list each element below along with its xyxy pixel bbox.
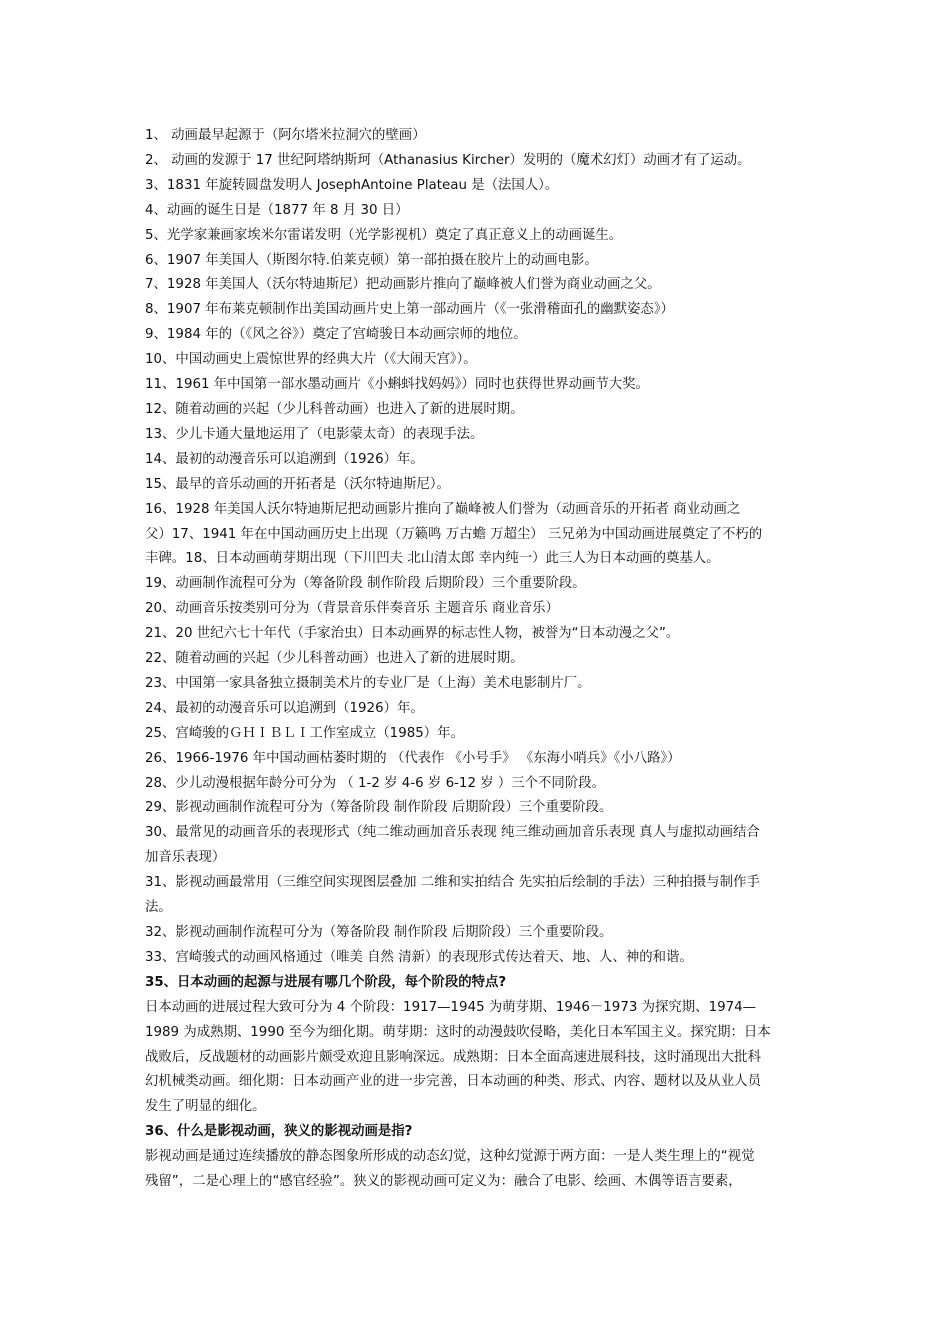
section-heading: 35、日本动画的起源与进展有哪几个阶段，每个阶段的特点?	[145, 974, 507, 990]
text-line: 26、1966-1976 年中国动画枯萎时期的 （代表作 《小号手》 《东海小哨兵》《小八路》）	[145, 750, 681, 766]
text-line: 32、影视动画制作流程可分为（筹备阶段 制作阶段 后期阶段）三个重要阶段。	[145, 925, 613, 940]
text-line: 2、 动画的发源于 17 世纪阿塔纳斯珂（Athanasius Kircher）发明的（魔术幻灯）动画才有了运动。	[145, 152, 751, 168]
text-line: 20、动画音乐按类别可分为（背景音乐伴奏音乐 主题音乐 商业音乐）	[145, 601, 559, 617]
text-line: 1989 为成熟期、1990 至今为细化期。萌芽期：这时的动漫鼓吹侵略，美化日本军国主义。探究期：日本	[145, 1024, 771, 1040]
text-line: 24、最初的动漫音乐可以追溯到（1926）年。	[145, 700, 424, 716]
text-line: 6、1907 年美国人（斯图尔特.伯莱克顿）第一部拍摄在胶片上的动画电影。	[145, 252, 598, 268]
text-line: 29、影视动画制作流程可分为（筹备阶段 制作阶段 后期阶段）三个重要阶段。	[145, 800, 613, 816]
text-line: 21、20 世纪六七十年代（手家治虫）日本动画界的标志性人物，被誉为“日本动漫之父”。	[145, 626, 680, 642]
text-line: 22、随着动画的兴起（少儿科普动画）也进入了新的进展时期。	[145, 651, 524, 667]
text-line: 战败后，反战题材的动画影片颇受欢迎且影响深远。成熟期：日本全面高速进展科技，这时涌现出大批科	[145, 1049, 761, 1065]
text-line: 8、1907 年布莱克顿制作出美国动画片史上第一部动画片（《一张滑稽面孔的幽默姿态》）	[145, 302, 674, 318]
text-line: 25、宫崎骏的ＧＨＩＢＬＩ工作室成立（1985）年。	[145, 725, 464, 741]
text-line: 丰碑。18、日本动画萌芽期出现（下川凹夫 北山清太郎 幸内纯一）此三人为日本动画的奠基人。	[145, 551, 720, 567]
text-line: 日本动画的进展过程大致可分为 4 个阶段：1917—1945 为萌芽期、1946－1973 为探究期、1974—	[145, 999, 757, 1015]
text-line: 23、中国第一家具备独立摄制美术片的专业厂是（上海）美术电影制片厂。	[145, 675, 591, 691]
text-line: 13、少儿卡通大量地运用了（电影蒙太奇）的表现手法。	[145, 426, 484, 442]
text-line: 5、光学家兼画家埃米尔雷诺发明（光学影视机）奠定了真正意义上的动画诞生。	[145, 227, 623, 243]
text-line: 28、少儿动漫根据年龄分可分为 （ 1-2 岁 4-6 岁 6-12 岁 ）三个不同阶段。	[145, 775, 605, 791]
section-heading: 36、什么是影视动画，狭义的影视动画是指?	[145, 1124, 413, 1140]
text-line: 影视动画是通过连续播放的静态图象所形成的动态幻觉，这种幻觉源于两方面：一是人类生理上的“视觉	[145, 1149, 755, 1165]
text-line: 发生了明显的细化。	[145, 1099, 266, 1115]
text-line: 31、影视动画最常用（三维空间实现图层叠加 二维和实拍结合 先实拍后绘制的手法）三种拍摄与制作手	[145, 875, 760, 891]
text-line: 12、随着动画的兴起（少儿科普动画）也进入了新的进展时期。	[145, 401, 524, 417]
text-line: 4、动画的诞生日是（1877 年 8 月 30 日）	[145, 202, 409, 218]
text-line: 残留”，二是心理上的“感官经验”。狭义的影视动画可定义为：融合了电影、绘画、木偶等语言要素，	[145, 1174, 742, 1190]
text-line: 10、中国动画史上震惊世界的经典大片（《大闹天宫》）。	[145, 352, 477, 368]
text-line: 幻机械类动画。细化期：日本动画产业的进一步完善，日本动画的种类、形式、内容、题材以及从业人员	[145, 1074, 761, 1090]
text-line: 1、 动画最早起源于（阿尔塔米拉洞穴的壁画）	[145, 128, 426, 143]
text-line: 14、最初的动漫音乐可以追溯到（1926）年。	[145, 451, 424, 467]
text-line: 7、1928 年美国人（沃尔特迪斯尼）把动画影片推向了巅峰被人们誉为商业动画之父。	[145, 277, 661, 293]
text-line: 33、宫崎骏式的动画风格通过（唯美 自然 清新）的表现形式传达着天、地、人、神的和谐。	[145, 949, 693, 965]
text-line: 15、最早的音乐动画的开拓者是（沃尔特迪斯尼）。	[145, 476, 450, 492]
text-line: 法。	[145, 900, 172, 916]
text-line: 3、1831 年旋转圆盘发明人 JosephAntoine Plateau 是（法国人）。	[145, 177, 559, 193]
text-line: 30、最常见的动画音乐的表现形式（纯二维动画加音乐表现 纯三维动画加音乐表现 真人与虚拟动画结合	[145, 825, 760, 841]
text-line: 11、1961 年中国第一部水墨动画片《小蝌蚪找妈妈》）同时也获得世界动画节大奖。	[145, 377, 649, 393]
text-line: 父）17、1941 年在中国动画历史上出现（万籁鸣 万古蟾 万超尘） 三兄弟为中国动画进展奠定了不朽的	[145, 526, 763, 542]
document-body	[145, 124, 807, 1195]
text-line: 9、1984 年的（《风之谷》）奠定了宫崎骏日本动画宗师的地位。	[145, 327, 527, 343]
text-line: 16、1928 年美国人沃尔特迪斯尼把动画影片推向了巅峰被人们誉为（动画音乐的开拓者 商业动画之	[145, 501, 741, 517]
text-line: 加音乐表现）	[145, 850, 226, 866]
text-line: 19、动画制作流程可分为（筹备阶段 制作阶段 后期阶段）三个重要阶段。	[145, 576, 586, 592]
